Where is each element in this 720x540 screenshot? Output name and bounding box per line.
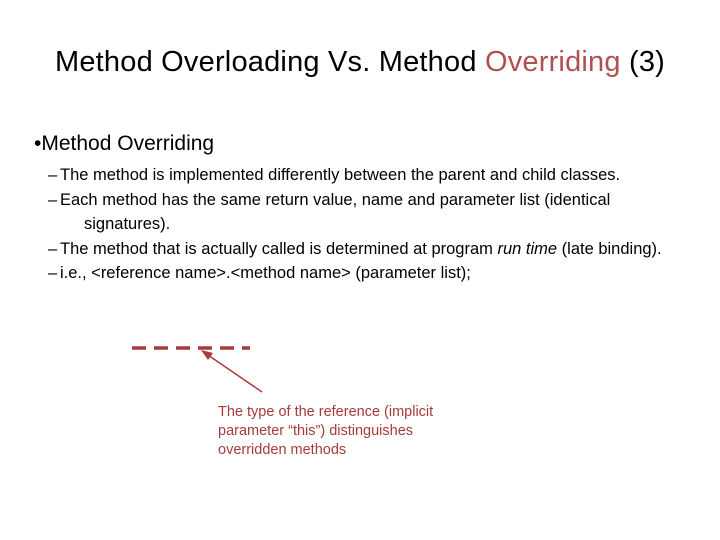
dash-marker: – xyxy=(48,166,58,184)
dash-marker: – xyxy=(48,190,58,209)
title-accent: Overriding xyxy=(484,46,621,78)
dash-marker: – xyxy=(48,239,58,258)
callout-note: The type of the reference (implicit parameter “this”) distinguishes overridden methods xyxy=(218,404,434,458)
bullet-text: Method Overriding xyxy=(41,132,215,155)
emphasis-text: run time xyxy=(497,239,558,258)
sub-bullet-text: The method is implemented differently between the parent and child classes. xyxy=(60,166,621,184)
callout-arrow-line xyxy=(205,353,262,392)
dash-marker: – xyxy=(48,264,58,282)
sub-bullet-text-end: (late binding). xyxy=(557,239,662,258)
sub-bullet-text: i.e., <reference name>.<method name> (parameter list); xyxy=(60,264,471,282)
title-prefix: Method Overloading Vs. Method xyxy=(54,46,485,78)
sub-bullet-text: Each method has the same return value, name and parameter list (identical signatures). xyxy=(60,190,611,233)
title-suffix: (3) xyxy=(620,46,666,78)
bullet-marker: • xyxy=(34,132,42,155)
callout-arrow-head xyxy=(201,350,213,360)
sub-bullet-text: The method that is actually called is determined at program xyxy=(60,239,498,258)
